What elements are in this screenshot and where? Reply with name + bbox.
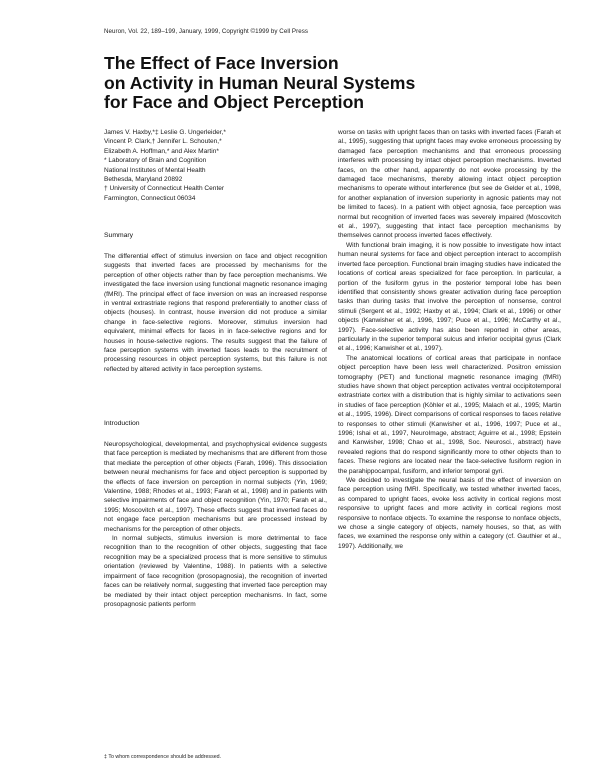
author-block: [104, 128, 327, 203]
body-paragraph: worse on tasks with upright faces than on tasks with inverted faces (Farah et al., 1995), suggesting that upright faces may evoke erroneous processing by damaged face perception mechanisms and that erroneous processing interferes with processing by intact object perception mechanisms. Inverted faces, on the other hand, apparently do not evoke processing by the damaged face mechanisms, thereby allowing intact object perception mechanisms to operate without interference (but see de Gelder et al., 1998, for another explanation of inversion superiority in agnosic patients may not be limited to faces). In a patient with object agnosia, face perception was normal but recognition of inverted faces was severely impaired (Moscovitch et al., 1997), suggesting that intact face perception mechanisms by themselves cannot process inverted faces effectively.: [338, 129, 561, 240]
author-line: Vincent P. Clark,† Jennifer L. Schouten,*: [104, 138, 222, 146]
body-paragraph: With functional brain imaging, it is now possible to investigate how intact human neural systems for face and object perception interact to accomplish inverted face perception. Functional brain imaging studies have indicated the locations of cortical areas specialized for face perception. In particular, a portion of the fusiform gyrus in the posterior temporal lobe has been identified that consistently shows greater activation during face perception tasks than during tasks that involve the perception of nonsense, control stimuli (Sergent et al., 1992; Haxby et al., 1994; Clark et al., 1996) or other objects (Kanwisher et al., 1996, 1997; Puce et al., 1996; McCarthy et al., 1997). Face-selective activity has also been reported in other areas, particularly in the superior temporal sulcus and inferior occipital gyrus (Clark et al., 1996; Kanwisher et al., 1997).: [338, 241, 561, 353]
summary-body: [104, 252, 327, 374]
body-paragraph: The anatomical locations of cortical areas that participate in nonface object perception have been less well characterized. Positron emission tomography (PET) and functional magnetic resonance imaging (fMRI) studies have shown that object perception activates ventral occipitotemporal extrastriate cortex with a distribution that is highly similar to activations seen in studies of face perception (Köhler et al., 1995; Malach et al., 1995; Martin et al., 1995, 1996). Direct comparisons of cortical responses to faces relative to responses to other stimuli (Kanwisher et al., 1996, 1997; Puce et al., 1996; Ishai et al., 1997, NeuroImage, abstract; Aguirre et al., 1998; Epstein and Kanwisher, 1998; Chao et al., 1998, Soc. Neurosci., abstract) have revealed regions that do respond significantly more to other objects than to faces. These regions are located near the face-selective fusiform region in the parahippocampal, fusiform, and inferior temporal gyri.: [338, 354, 561, 475]
introduction-body: [104, 440, 327, 609]
intro-paragraph: In normal subjects, stimulus inversion is more detrimental to face recognition than to the recognition of other objects, suggesting that face recognition may be a specialized process that is more sensitive to stimulus orientation (reviewed by Valentine, 1988). In patients with a selective impairment of face recognition (prosopagnosia), the recognition of inverted faces can be relatively normal, suggesting that inverted face perception may be mediated by their intact object perception mechanisms. In fact, some prosopagnosic patients perform: [104, 535, 327, 608]
article-title: [104, 54, 524, 113]
affiliation-line: Bethesda, Maryland 20892: [104, 176, 183, 184]
title-line: on Activity in Human Neural Systems: [104, 72, 416, 93]
correspondence-footnote: ‡ To whom correspondence should be addressed.: [104, 754, 222, 760]
journal-citation: Neuron, Vol. 22, 189–199, January, 1999, Copyright ©1999 by Cell Press: [104, 28, 309, 35]
summary-paragraph: The differential effect of stimulus inversion on face and object recognition suggests that inverted faces are processed by mechanisms for the perception of other objects rather than by face perception mechanisms. We investigated the face inversion using functional magnetic resonance imaging (fMRI). The principal effect of face inversion on was an increased response in ventral extrastriate regions that respond preferentially to another class of objects (houses). In contrast, house inversion did not produce a similar change in face-selective regions. Moreover, stimulus inversion had equivalent, minimal effects for faces in in face-selective regions and for houses in house-selective regions. The results suggest that the failure of face perception systems with inverted faces leads to the recruitment of processing resources in object perception systems, but this failure is not reflected by altered activity in face perception systems.: [104, 253, 327, 373]
right-column: [338, 128, 561, 551]
affiliation-line: National Institutes of Mental Health: [104, 166, 206, 174]
intro-paragraph: Neuropsychological, developmental, and psychophysical evidence suggests that face perception is mediated by mechanisms that are different from those that mediate the perception of other objects (Farah, 1996). This dissociation between neural mechanisms for face and object perception is supported by the effects of face inversion on perception in normal subjects (Yin, 1969; Valentine, 1988; Rhodes et al., 1993; Farah et al., 1998) and in patients with selective impairments of face and object recognition (Yin, 1970; Farah et al., 1995; Moscovitch et al., 1997). These effects suggest that inverted faces do not engage face perception mechanisms but are processed instead by mechanisms for the perception of other objects.: [104, 441, 327, 533]
author-line: James V. Haxby,*‡ Leslie G. Ungerleider,*: [104, 129, 226, 136]
title-line: The Effect of Face Inversion: [104, 53, 339, 73]
affiliation-line: * Laboratory of Brain and Cognition: [104, 157, 207, 165]
body-paragraph: We decided to investigate the neural basis of the effect of inversion on face perception using fMRI. Specifically, we tested whether inverted faces, as compared to upright faces, evoke less activity in cortical regions most responsive to upright faces and more activity in cortical regions most responsive to nonface objects. To examine the response to nonface objects, we chose a single category of objects, namely houses, so that, as with faces, we examined the response only within a category (cf. Gauthier et al., 1997). Additionally, we: [338, 477, 561, 550]
introduction-heading: Introduction: [104, 420, 140, 427]
author-line: Elizabeth A. Hoffman,* and Alex Martin*: [104, 147, 219, 155]
affiliation-line: Farmington, Connecticut 06034: [104, 194, 196, 202]
summary-heading: Summary: [104, 232, 134, 239]
affiliation-line: † University of Connecticut Health Center: [104, 185, 225, 193]
title-line: for Face and Object Perception: [104, 92, 365, 112]
